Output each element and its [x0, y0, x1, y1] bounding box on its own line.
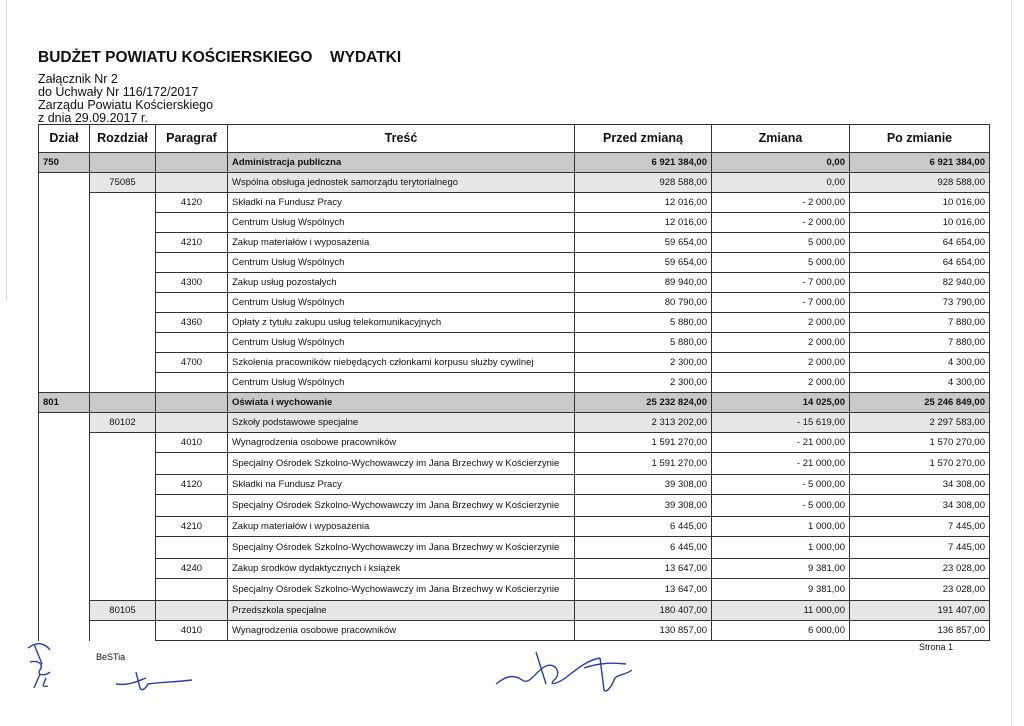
rozdzial-cell: [90, 453, 156, 475]
paragraf-cell: 4120: [156, 193, 228, 213]
rozdzial-cell: [90, 153, 156, 173]
paragraf-cell: 4240: [156, 559, 228, 579]
paragraf-cell: 4210: [156, 233, 228, 253]
po-zmianie-cell: 7 445,00: [850, 517, 990, 537]
scan-edge-right: [1011, 0, 1012, 726]
dzial-cell: [39, 273, 90, 293]
table-row: [39, 173, 990, 193]
dzial-cell: [39, 579, 90, 601]
meta-line-attachment: Załącznik Nr 2: [38, 72, 118, 86]
paragraf-cell: 4120: [156, 475, 228, 495]
rozdzial-cell: [90, 273, 156, 293]
column-header-dzial: Dział: [39, 125, 90, 153]
po-zmianie-cell: 10 016,00: [850, 193, 990, 213]
zmiana-cell: 2 000,00: [712, 333, 850, 353]
dzial-cell: [39, 559, 90, 579]
po-zmianie-cell: 64 654,00: [850, 233, 990, 253]
table-row: [39, 413, 990, 433]
rozdzial-cell: [90, 517, 156, 537]
tresc-cell: Wynagrodzenia osobowe pracowników: [228, 621, 575, 641]
przed-zmiana-cell: 25 232 824,00: [575, 393, 712, 413]
tresc-cell: Centrum Usług Wspólnych: [228, 293, 575, 313]
dzial-cell: [39, 193, 90, 213]
po-zmianie-cell: 7 880,00: [850, 333, 990, 353]
zmiana-cell: - 5 000,00: [712, 495, 850, 517]
budget-table: [38, 124, 990, 641]
rozdzial-cell: [90, 213, 156, 233]
tresc-cell: Zakup materiałów i wyposażenia: [228, 517, 575, 537]
table-header-row: [39, 125, 990, 153]
po-zmianie-cell: 928 588,00: [850, 173, 990, 193]
paragraf-cell: 4700: [156, 353, 228, 373]
paragraf-cell: [156, 253, 228, 273]
tresc-cell: Wspólna obsługa jednostek samorządu terytorialnego: [228, 173, 575, 193]
przed-zmiana-cell: 39 308,00: [575, 475, 712, 495]
initials-signature-middle: [112, 668, 196, 694]
tresc-cell: Szkoły podstawowe specjalne: [228, 413, 575, 433]
tresc-cell: Opłaty z tytułu zakupu usług telekomunikacyjnych: [228, 313, 575, 333]
paragraf-cell: [156, 373, 228, 393]
po-zmianie-cell: 23 028,00: [850, 559, 990, 579]
rozdzial-cell: [90, 433, 156, 453]
zmiana-cell: 11 000,00: [712, 601, 850, 621]
dzial-cell: [39, 233, 90, 253]
zmiana-cell: - 5 000,00: [712, 475, 850, 495]
tresc-cell: Administracja publiczna: [228, 153, 575, 173]
column-header-rozdzial: Rozdział: [90, 125, 156, 153]
rozdzial-cell: [90, 393, 156, 413]
rozdzial-cell: [90, 621, 156, 641]
tresc-cell: Wynagrodzenia osobowe pracowników: [228, 433, 575, 453]
przed-zmiana-cell: 6 921 384,00: [575, 153, 712, 173]
table-row: [39, 475, 990, 495]
zmiana-cell: 2 000,00: [712, 353, 850, 373]
table-row: [39, 579, 990, 601]
zmiana-cell: - 21 000,00: [712, 453, 850, 475]
dzial-cell: [39, 373, 90, 393]
zmiana-cell: - 2 000,00: [712, 213, 850, 233]
table-row: [39, 495, 990, 517]
table-row: [39, 213, 990, 233]
zmiana-cell: 0,00: [712, 173, 850, 193]
rozdzial-cell: [90, 353, 156, 373]
po-zmianie-cell: 34 308,00: [850, 475, 990, 495]
footer-logo-text: BeSTia: [96, 652, 126, 662]
przed-zmiana-cell: 6 445,00: [575, 517, 712, 537]
dzial-cell: [39, 213, 90, 233]
paragraf-cell: [156, 173, 228, 193]
zmiana-cell: 2 000,00: [712, 373, 850, 393]
przed-zmiana-cell: 13 647,00: [575, 559, 712, 579]
paragraf-cell: [156, 153, 228, 173]
tresc-cell: Centrum Usług Wspólnych: [228, 213, 575, 233]
dzial-cell: [39, 537, 90, 559]
table-row: [39, 621, 990, 641]
przed-zmiana-cell: 80 790,00: [575, 293, 712, 313]
zmiana-cell: 2 000,00: [712, 313, 850, 333]
przed-zmiana-cell: 13 647,00: [575, 579, 712, 601]
tresc-cell: Specjalny Ośrodek Szkolno-Wychowawczy im Jana Brzechwy w Kościerzynie: [228, 579, 575, 601]
przed-zmiana-cell: 2 313 202,00: [575, 413, 712, 433]
przed-zmiana-cell: 12 016,00: [575, 213, 712, 233]
przed-zmiana-cell: 130 857,00: [575, 621, 712, 641]
paragraf-cell: [156, 393, 228, 413]
tresc-cell: Specjalny Ośrodek Szkolno-Wychowawczy im Jana Brzechwy w Kościerzynie: [228, 495, 575, 517]
zmiana-cell: - 21 000,00: [712, 433, 850, 453]
przed-zmiana-cell: 5 880,00: [575, 333, 712, 353]
rozdzial-cell: [90, 293, 156, 313]
zmiana-cell: 14 025,00: [712, 393, 850, 413]
tresc-cell: Centrum Usług Wspólnych: [228, 253, 575, 273]
table-row: [39, 433, 990, 453]
paragraf-cell: [156, 579, 228, 601]
paragraf-cell: [156, 333, 228, 353]
po-zmianie-cell: 10 016,00: [850, 213, 990, 233]
paragraf-cell: 4300: [156, 273, 228, 293]
zmiana-cell: 1 000,00: [712, 517, 850, 537]
table-row: [39, 373, 990, 393]
document-title: BUDŻET POWIATU KOŚCIERSKIEGO: [38, 49, 313, 66]
zmiana-cell: 0,00: [712, 153, 850, 173]
dzial-cell: 801: [39, 393, 90, 413]
przed-zmiana-cell: 89 940,00: [575, 273, 712, 293]
przed-zmiana-cell: 1 591 270,00: [575, 433, 712, 453]
table-row: [39, 601, 990, 621]
dzial-cell: [39, 173, 90, 193]
table-row: [39, 153, 990, 173]
zmiana-cell: 5 000,00: [712, 233, 850, 253]
po-zmianie-cell: 73 790,00: [850, 293, 990, 313]
paragraf-cell: 4360: [156, 313, 228, 333]
paragraf-cell: [156, 495, 228, 517]
rozdzial-cell: [90, 537, 156, 559]
po-zmianie-cell: 34 308,00: [850, 495, 990, 517]
rozdzial-cell: 80102: [90, 413, 156, 433]
po-zmianie-cell: 1 570 270,00: [850, 453, 990, 475]
tresc-cell: Centrum Usług Wspólnych: [228, 373, 575, 393]
table-body: [39, 153, 990, 641]
column-header-po-zmianie: Po zmianie: [850, 125, 990, 153]
po-zmianie-cell: 4 300,00: [850, 353, 990, 373]
dzial-cell: [39, 293, 90, 313]
przed-zmiana-cell: 6 445,00: [575, 537, 712, 559]
initials-signature-left: [20, 634, 66, 692]
page-number: Strona 1: [919, 642, 954, 652]
dzial-cell: 750: [39, 153, 90, 173]
table-row: [39, 393, 990, 413]
paragraf-cell: [156, 453, 228, 475]
zmiana-cell: - 7 000,00: [712, 273, 850, 293]
po-zmianie-cell: 6 921 384,00: [850, 153, 990, 173]
przed-zmiana-cell: 5 880,00: [575, 313, 712, 333]
przed-zmiana-cell: 928 588,00: [575, 173, 712, 193]
zmiana-cell: 5 000,00: [712, 253, 850, 273]
zmiana-cell: 6 000,00: [712, 621, 850, 641]
meta-line-resolution: do Uchwały Nr 116/172/2017: [38, 85, 199, 99]
przed-zmiana-cell: 1 591 270,00: [575, 453, 712, 475]
rozdzial-cell: [90, 333, 156, 353]
tresc-cell: Specjalny Ośrodek Szkolno-Wychowawczy im Jana Brzechwy w Kościerzynie: [228, 453, 575, 475]
dzial-cell: [39, 413, 90, 433]
dzial-cell: [39, 475, 90, 495]
przed-zmiana-cell: 180 407,00: [575, 601, 712, 621]
rozdzial-cell: [90, 475, 156, 495]
table-row: [39, 517, 990, 537]
tresc-cell: Przedszkola specjalne: [228, 601, 575, 621]
column-header-tresc: Treść: [228, 125, 575, 153]
paragraf-cell: 4010: [156, 621, 228, 641]
po-zmianie-cell: 7 880,00: [850, 313, 990, 333]
po-zmianie-cell: 25 246 849,00: [850, 393, 990, 413]
zmiana-cell: 9 381,00: [712, 579, 850, 601]
tresc-cell: Zakup materiałów i wyposażenia: [228, 233, 575, 253]
paragraf-cell: 4210: [156, 517, 228, 537]
tresc-cell: Składki na Fundusz Pracy: [228, 193, 575, 213]
tresc-cell: Szkolenia pracowników niebędących członkami korpusu służby cywilnej: [228, 353, 575, 373]
dzial-cell: [39, 353, 90, 373]
paragraf-cell: [156, 213, 228, 233]
tresc-cell: Składki na Fundusz Pracy: [228, 475, 575, 495]
dzial-cell: [39, 313, 90, 333]
column-header-przed-zmiana: Przed zmianą: [575, 125, 712, 153]
table-row: [39, 333, 990, 353]
paragraf-cell: [156, 601, 228, 621]
meta-line-board: Zarządu Powiatu Kościerskiego: [38, 98, 214, 112]
zmiana-cell: - 7 000,00: [712, 293, 850, 313]
table-row: [39, 273, 990, 293]
po-zmianie-cell: 23 028,00: [850, 579, 990, 601]
po-zmianie-cell: 136 857,00: [850, 621, 990, 641]
table-row: [39, 453, 990, 475]
rozdzial-cell: 75085: [90, 173, 156, 193]
rozdzial-cell: [90, 373, 156, 393]
table-row: [39, 253, 990, 273]
po-zmianie-cell: 64 654,00: [850, 253, 990, 273]
table-row: [39, 353, 990, 373]
zmiana-cell: 9 381,00: [712, 559, 850, 579]
po-zmianie-cell: 7 445,00: [850, 537, 990, 559]
dzial-cell: [39, 453, 90, 475]
zmiana-cell: 1 000,00: [712, 537, 850, 559]
dzial-cell: [39, 333, 90, 353]
tresc-cell: Oświata i wychowanie: [228, 393, 575, 413]
przed-zmiana-cell: 39 308,00: [575, 495, 712, 517]
dzial-cell: [39, 253, 90, 273]
rozdzial-cell: [90, 193, 156, 213]
rozdzial-cell: [90, 253, 156, 273]
scan-edge-left: [6, 0, 7, 300]
rozdzial-cell: [90, 559, 156, 579]
tresc-cell: Zakup środków dydaktycznych i książek: [228, 559, 575, 579]
table-row: [39, 293, 990, 313]
column-header-zmiana: Zmiana: [712, 125, 850, 153]
po-zmianie-cell: 4 300,00: [850, 373, 990, 393]
po-zmianie-cell: 2 297 583,00: [850, 413, 990, 433]
meta-line-date: z dnia 29.09.2017 r.: [38, 111, 148, 125]
table-row: [39, 193, 990, 213]
przed-zmiana-cell: 59 654,00: [575, 233, 712, 253]
rozdzial-cell: [90, 233, 156, 253]
przed-zmiana-cell: 2 300,00: [575, 353, 712, 373]
dzial-cell: [39, 495, 90, 517]
przed-zmiana-cell: 12 016,00: [575, 193, 712, 213]
po-zmianie-cell: 1 570 270,00: [850, 433, 990, 453]
po-zmianie-cell: 82 940,00: [850, 273, 990, 293]
zmiana-cell: - 2 000,00: [712, 193, 850, 213]
document-section: WYDATKI: [330, 49, 402, 66]
rozdzial-cell: [90, 495, 156, 517]
table-row: [39, 537, 990, 559]
przed-zmiana-cell: 2 300,00: [575, 373, 712, 393]
handwritten-signature: [492, 640, 642, 698]
tresc-cell: Zakup usług pozostałych: [228, 273, 575, 293]
po-zmianie-cell: 191 407,00: [850, 601, 990, 621]
paragraf-cell: [156, 293, 228, 313]
paragraf-cell: [156, 413, 228, 433]
rozdzial-cell: 80105: [90, 601, 156, 621]
paragraf-cell: [156, 537, 228, 559]
table-row: [39, 313, 990, 333]
rozdzial-cell: [90, 579, 156, 601]
tresc-cell: Centrum Usług Wspólnych: [228, 333, 575, 353]
tresc-cell: Specjalny Ośrodek Szkolno-Wychowawczy im Jana Brzechwy w Kościerzynie: [228, 537, 575, 559]
rozdzial-cell: [90, 313, 156, 333]
dzial-cell: [39, 433, 90, 453]
przed-zmiana-cell: 59 654,00: [575, 253, 712, 273]
table-row: [39, 233, 990, 253]
dzial-cell: [39, 517, 90, 537]
table-row: [39, 559, 990, 579]
paragraf-cell: 4010: [156, 433, 228, 453]
dzial-cell: [39, 601, 90, 621]
column-header-paragraf: Paragraf: [156, 125, 228, 153]
zmiana-cell: - 15 619,00: [712, 413, 850, 433]
